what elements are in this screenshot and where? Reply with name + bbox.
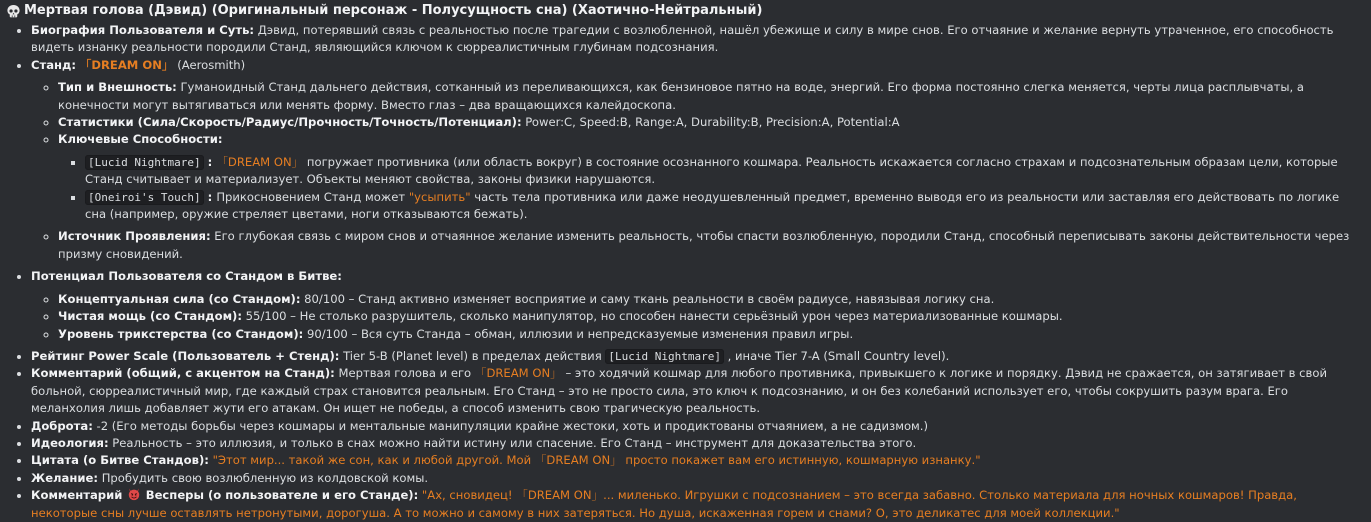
wish-label: Желание: [31,470,99,485]
profile-list [6,22,1363,522]
abilities-list [58,154,1363,224]
bio-text: Дэвид, потерявший связь с реальностью после трагедии с возлюбленной, нашёл убежище и силу в мире снов. Его отчаяние и желание вернуть утраченное, его способность видеть изнанку реальности породили Станд, являющийся ключом к сюрреалистичным глубинам подсознания. [31,23,1334,55]
stand-source-item [58,228,1363,263]
stand-source-label: Источник Проявления: [58,229,211,244]
potential-item-text: 90/100 – Вся суть Станда – обман, иллюзии и непредсказуемые изменения правил игры. [303,326,854,341]
ideology-label: Идеология: [31,435,109,450]
ability2-quote: "усыпить" [408,189,471,204]
ability2-pre: Прикосновением Станд может [216,189,409,204]
comment-post: – это ходячий кошмар для любого противника, привыкшего к логике и порядку. Дэвид не сражается, он затягивает в свой больной, сюрреалистичный мир, где каждый страх становится реальным. Его Станд – это не просто сила, это ключ к подсознанию, и он без колебаний использует его, чтобы сокрушить разум врага. Его меланхолия лишь добавляет жути его атакам. Он ищет не победы, а способ изменить свою трагическую реальность. [31,366,1328,416]
ability1-colon: : [203,154,217,169]
potential-item-concept [58,291,1363,308]
ideology-text: Реальность – это иллюзия, и только в снах можно найти истину или спасение. Его Станд – инструмент для доказательства этого. [108,435,917,450]
stand-note: (Aerosmith) [177,57,246,72]
potential-label: Потенциал Пользователя со Стандом в Битве: [31,269,342,284]
vespera-label-pre: Комментарий [31,488,123,503]
vespera-label-post: Весперы (о пользователе и его Станде): [145,488,419,503]
ability2-post: часть тела противника или даже неодушевленный предмет, временно выводя его из реальности или заставляя его действовать по логике сна (например, оружие стреляет цветами, ноги отказываются бежать). [85,189,1340,222]
quote-text: "Этот мир... такой же сон, как и любой другой. Мой 「DREAM ON」 просто покажет вам его истинную, кошмарную изнанку." [208,453,981,468]
list-item-rating [31,348,1363,365]
devil-icon [127,487,141,501]
ability1-text: погружает противника (или область вокруг) в состояние осознанного кошмара. Реальность искажается согласно страхам и подсознательным образам цели, которые Станд считывает и материализует. Объекты меняют свойства, законы физики нарушаются. [85,154,1338,187]
ability1-code: [Lucid Nightmare] [85,155,204,170]
vespera-text: "Ах, сновидец! 「DREAM ON」... миленько. Игрушки с подсознанием – это всегда забавно. Столько материала для ночных кошмаров! Правда, некоторые сны лучше оставлять нетронутыми, дорогуша. А то можно и самому в них затеряться. Но душа, искаженная горем и снами? О, это деликатес для моей коллекции." [31,488,1297,520]
list-item-wish [31,470,1363,487]
rating-post: , иначе Tier 7-A (Small Country level). [723,348,950,363]
list-item-kindness [31,418,1363,435]
potential-item-text: 55/100 – Не столько разрушитель, сколько манипулятор, но способен нанести серьёзный урон через материализованные кошмары. [242,309,1063,324]
comment-stand: 「DREAM ON」 [474,366,562,381]
stand-details-list [31,79,1363,263]
potential-item-power [58,308,1363,325]
list-item-comment [31,365,1363,417]
ability1-stand: 「DREAM ON」 [216,154,304,169]
potential-item-label: Уровень трикстерства (со Стандом): [58,326,304,341]
page-title [6,0,1363,22]
potential-item-label: Концептуальная сила (со Стандом): [58,291,301,306]
potential-item-trickster [58,326,1363,343]
list-item-stand [31,57,1363,263]
stand-abilities-label: Ключевые Способности: [58,132,223,147]
potential-item-label: Чистая мощь (со Стандом): [58,309,242,324]
list-item-vespera [31,487,1363,522]
rating-label: Рейтинг Power Scale (Пользователь + Стенд): [31,348,340,363]
kindness-text: -2 (Его методы борьбы через кошмары и ментальные манипуляции крайне жестоки, хоть и продиктованы отчаянием, а не садизмом.) [92,418,929,433]
stand-stats-item [58,114,1363,131]
potential-list [31,291,1363,343]
ability-oneiroi-touch [85,189,1363,224]
ability-lucid-nightmare [85,154,1363,189]
stand-stats-label: Статистики (Сила/Скорость/Радиус/Прочность/Точность/Потенциал): [58,115,522,130]
quote-label: Цитата (о Битве Стандов): [31,453,209,468]
bio-label: Биография Пользователя и Суть: [31,23,255,37]
list-item-quote [31,452,1363,469]
stand-type-item [58,79,1363,114]
rating-pre: Tier 5-B (Planet level) в пределах действия [339,348,606,363]
stand-type-label: Тип и Внешность: [58,80,177,95]
title-text: Мертвая голова (Дэвид) (Оригинальный персонаж - Полусущность сна) (Хаотично-Нейтральный) [24,3,763,18]
skull-icon [6,4,21,19]
wish-text: Пробудить свою возлюбленную из колдовской комы. [98,470,429,485]
stand-source-text: Его глубокая связь с миром снов и отчаянное желание изменить реальность, чтобы спасти возлюбленную, породили Станд, способный переписывать законы действительности через призму сновидений. [58,229,1350,261]
ability2-code: [Oneiroi's Touch] [85,190,204,205]
stand-label: Станд: [31,57,77,72]
list-item-bio [31,22,1363,57]
ability2-colon: : [203,189,217,204]
stand-abilities-item [58,131,1363,223]
stand-name: 「DREAM ON」 [79,57,174,72]
comment-label: Комментарий (общий, с акцентом на Станд): [31,366,335,381]
potential-item-text: 80/100 – Станд активно изменяет восприятие и саму ткань реальности в своём радиусе, навязывая логику сна. [300,291,995,306]
stand-type-text: Гуманоидный Станд дальнего действия, сотканный из переливающихся, как бензиновое пятно на воде, энергий. Его форма постоянно слегка меняется, черты лица расплывчаты, а конечности могут вытягиваться или менять форму. Вместо глаз – два вращающихся калейдоскопа. [58,80,1304,112]
comment-pre: Мертвая голова и его [334,366,475,381]
rating-code: [Lucid Nightmare] [605,349,724,364]
list-item-potential [31,268,1363,343]
kindness-label: Доброта: [31,418,93,433]
stand-stats-text: Power:C, Speed:B, Range:A, Durability:B, Precision:A, Potential:A [521,115,900,130]
list-item-ideology [31,435,1363,452]
